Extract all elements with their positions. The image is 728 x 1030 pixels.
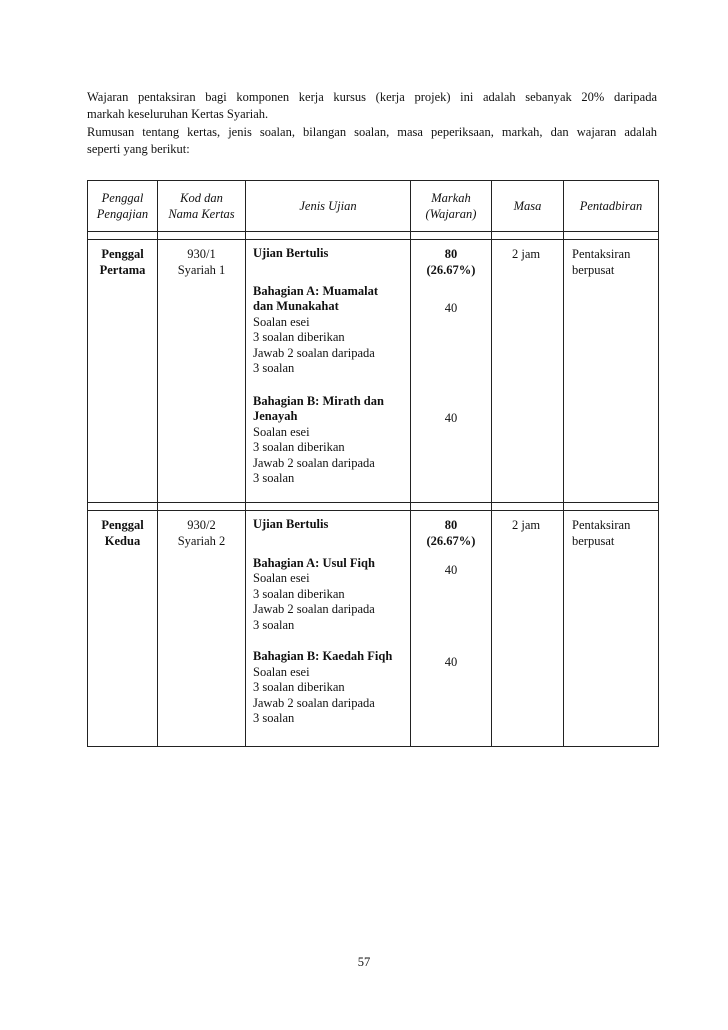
kod-text: 930/2: [187, 518, 216, 532]
header-jenis-ujian: [246, 181, 411, 232]
table-row: [88, 240, 659, 503]
section-title: Bahagian B: Kaedah Fiqh: [253, 649, 393, 663]
section-line: 3 soalan: [253, 711, 295, 725]
section-markah: 40: [444, 655, 458, 669]
paragraph-line: markah keseluruhan Kertas Syariah.: [87, 107, 269, 121]
paragraph-line: Wajaran pentaksiran bagi komponen kerja kursus (kerja projek) ini adalah sebanyak 20% daripada: [87, 90, 657, 104]
table-header-row: [88, 181, 659, 232]
section-b: [253, 649, 404, 727]
header-kod: [158, 181, 246, 232]
header-text: Jenis Ujian: [299, 199, 357, 213]
section-line: 3 soalan diberikan: [253, 330, 345, 344]
header-pentadbiran: [564, 181, 659, 232]
wajaran: (26.67%): [426, 534, 476, 548]
nama-text: Syariah 1: [177, 263, 226, 277]
section-title: Jenayah: [253, 409, 298, 423]
cell-pentadbiran: [564, 511, 659, 747]
section-a: [253, 556, 404, 634]
kod-text: 930/1: [187, 247, 216, 261]
ujian-title: Ujian Bertulis: [253, 517, 329, 531]
cell-jenis-ujian: [246, 511, 411, 747]
pentadbiran-text: berpusat: [572, 534, 615, 548]
section-title: Bahagian A: Usul Fiqh: [253, 555, 375, 570]
paragraph-line: seperti yang berikut:: [87, 142, 190, 156]
exam-structure-table: [87, 180, 659, 747]
section-line: Soalan esei: [253, 664, 310, 679]
cell-jenis-ujian: [246, 240, 411, 503]
cell-penggal: [88, 511, 158, 747]
markah-total: 80: [444, 247, 458, 261]
section-line: 3 soalan diberikan: [253, 440, 345, 454]
section-markah: 40: [444, 301, 458, 315]
markah-total: 80: [444, 518, 458, 532]
intro-paragraph-weighting: [87, 89, 657, 123]
section-markah: 40: [444, 411, 458, 425]
header-markah: [411, 181, 492, 232]
masa-text: 2 jam: [512, 518, 541, 532]
header-text: Markah: [431, 191, 471, 205]
section-line: Soalan esei: [253, 571, 310, 585]
section-line: Jawab 2 soalan daripada: [253, 695, 375, 710]
section-line: 3 soalan diberikan: [253, 680, 345, 694]
header-text: Penggal: [101, 191, 144, 205]
section-b: [253, 394, 404, 487]
cell-markah: [411, 511, 492, 747]
section-line: Jawab 2 soalan daripada: [253, 455, 375, 470]
section-title: Bahagian A: Muamalat: [253, 283, 379, 298]
header-text: Masa: [513, 199, 542, 213]
header-penggal: [88, 181, 158, 232]
penggal-text: Pertama: [99, 263, 146, 277]
header-masa: [492, 181, 564, 232]
penggal-text: Penggal: [101, 247, 144, 261]
section-title: Bahagian B: Mirath dan: [253, 393, 384, 408]
cell-masa: [492, 511, 564, 747]
cell-kod: [158, 240, 246, 503]
header-text: Pentadbiran: [579, 199, 643, 213]
wajaran: (26.67%): [426, 263, 476, 277]
cell-penggal: [88, 240, 158, 503]
nama-text: Syariah 2: [177, 534, 226, 548]
masa-text: 2 jam: [512, 247, 541, 261]
pentadbiran-text: Pentaksiran: [572, 518, 631, 532]
ujian-title: Ujian Bertulis: [253, 246, 329, 260]
section-markah: 40: [444, 563, 458, 577]
spacer-row: [88, 503, 659, 511]
table-row: [88, 511, 659, 747]
spacer-row: [88, 232, 659, 240]
section-a: [253, 284, 404, 377]
section-line: Soalan esei: [253, 314, 310, 329]
section-line: 3 soalan diberikan: [253, 586, 345, 601]
pentadbiran-text: Pentaksiran: [572, 247, 631, 261]
section-line: 3 soalan: [253, 617, 295, 632]
section-line: 3 soalan: [253, 361, 295, 375]
paragraph-line: Rumusan tentang kertas, jenis soalan, bilangan soalan, masa peperiksaan, markah, dan wajaran adalah: [87, 125, 657, 139]
header-text: Kod dan: [180, 191, 223, 205]
section-line: 3 soalan: [253, 471, 295, 485]
section-line: Jawab 2 soalan daripada: [253, 345, 375, 360]
header-text: Pengajian: [96, 207, 149, 221]
pentadbiran-text: berpusat: [572, 263, 615, 277]
intro-paragraph-summary: [87, 124, 657, 158]
section-line: Jawab 2 soalan daripada: [253, 602, 375, 616]
cell-masa: [492, 240, 564, 503]
cell-pentadbiran: [564, 240, 659, 503]
cell-markah: [411, 240, 492, 503]
header-text: (Wajaran): [425, 207, 477, 221]
page-number: 57: [357, 955, 371, 969]
penggal-text: Kedua: [104, 534, 141, 548]
penggal-text: Penggal: [101, 518, 144, 532]
header-text: Nama Kertas: [168, 207, 235, 221]
section-title: dan Munakahat: [253, 299, 339, 313]
section-line: Soalan esei: [253, 424, 310, 439]
cell-kod: [158, 511, 246, 747]
